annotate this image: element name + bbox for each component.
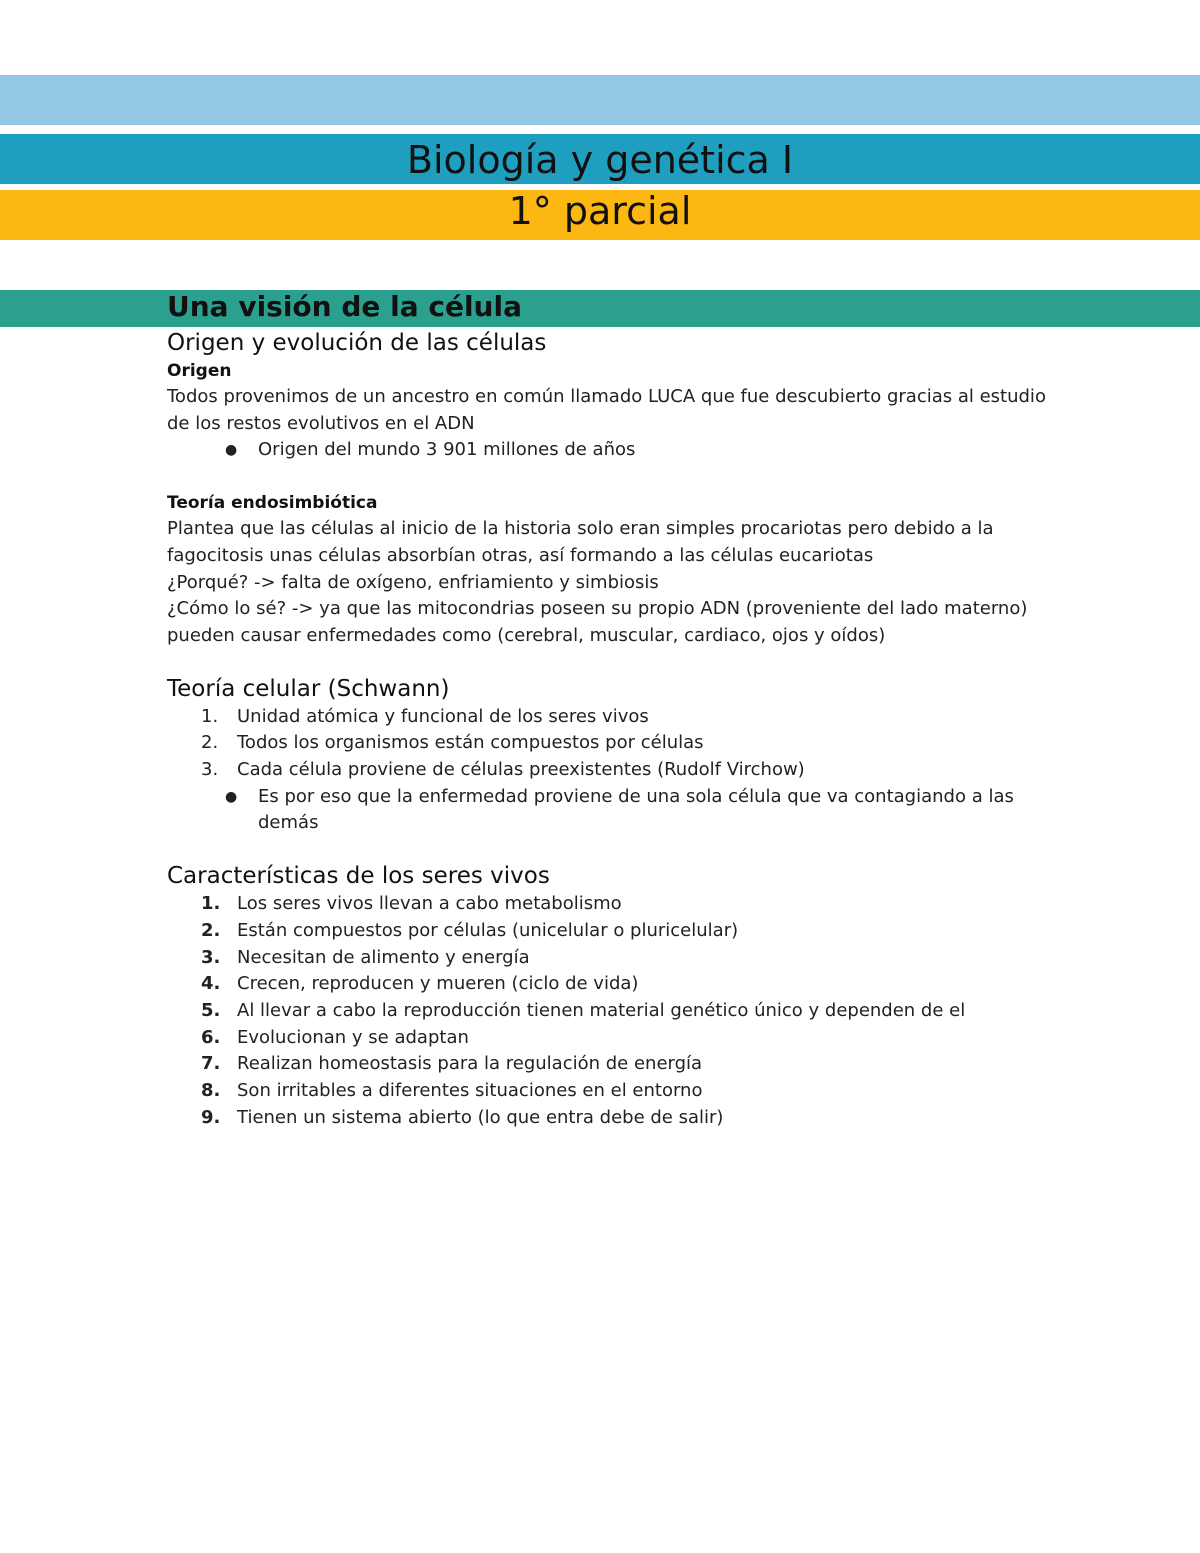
header-band-light xyxy=(0,75,1200,125)
list-item xyxy=(167,704,1047,731)
list-item-text: Necesitan de alimento y energía xyxy=(237,946,530,968)
section-title: Una visión de la célula xyxy=(167,290,522,323)
list-item-text: Los seres vivos llevan a cabo metabolismo xyxy=(237,893,622,915)
list-item xyxy=(167,891,1047,918)
list-item-text: Evolucionan y se adaptan xyxy=(237,1026,469,1048)
list-item xyxy=(167,945,1047,972)
document-body xyxy=(167,328,1047,1131)
list-item xyxy=(167,730,1047,757)
heading-caracteristicas: Características de los seres vivos xyxy=(167,863,550,890)
list-item-text: Cada célula proviene de células preexistentes (Rudolf Virchow) xyxy=(237,759,805,781)
list-item-text: Realizan homeostasis para la regulación de energía xyxy=(237,1053,703,1075)
list-number: 1. xyxy=(201,705,219,727)
list-item-text: Origen del mundo 3 901 millones de años xyxy=(258,439,636,461)
list-item-text: Unidad atómica y funcional de los seres vivos xyxy=(237,705,649,727)
paragraph-endosimbiotica: Plantea que las células al inicio de la historia solo eran simples procariotas pero debido a la fagocitosis unas células absorbían otras, así formando a las células eucariotas xyxy=(167,518,994,566)
bullet-icon: ● xyxy=(225,788,238,805)
list-item-text: Es por eso que la enfermedad proviene de una sola célula que va contagiando a las demás xyxy=(258,785,1014,834)
list-item xyxy=(167,437,1047,464)
list-number: 3. xyxy=(201,946,221,968)
list-item xyxy=(167,918,1047,945)
list-number: 4. xyxy=(201,973,221,995)
list-item-text: Todos los organismos están compuestos por células xyxy=(237,732,704,754)
list-item-text: Tienen un sistema abierto (lo que entra debe de salir) xyxy=(237,1106,724,1128)
paragraph-origen: Todos provenimos de un ancestro en común llamado LUCA que fue descubierto gracias al estudio de los restos evolutivos en el ADN xyxy=(167,386,1046,434)
subheading-origen: Origen xyxy=(167,361,232,381)
list-item xyxy=(167,998,1047,1025)
list-number: 8. xyxy=(201,1080,221,1102)
paragraph-como: ¿Cómo lo sé? -> ya que las mitocondrias poseen su propio ADN (proveniente del lado materno) pueden causar enfermedades como (cerebral, muscular, cardiaco, ojos y oídos) xyxy=(167,598,1028,646)
bullet-icon: ● xyxy=(225,442,238,459)
list-item xyxy=(167,784,1047,837)
list-number: 7. xyxy=(201,1053,221,1075)
subheading-teoria-endosimbiotica: Teoría endosimbiótica xyxy=(167,493,378,514)
list-item xyxy=(167,1025,1047,1052)
list-item xyxy=(167,971,1047,998)
list-item xyxy=(167,1078,1047,1105)
list-number: 1. xyxy=(201,893,221,915)
heading-teoria-celular: Teoría celular (Schwann) xyxy=(167,675,450,702)
document-subtitle: 1° parcial xyxy=(508,189,692,233)
list-item-text: Son irritables a diferentes situaciones en el entorno xyxy=(237,1080,703,1102)
list-item-text: Al llevar a cabo la reproducción tienen material genético único y dependen de el xyxy=(237,999,966,1021)
list-number: 9. xyxy=(201,1106,221,1128)
list-item-text: Están compuestos por células (unicelular o pluricelular) xyxy=(237,919,739,941)
document-title: Biología y genética I xyxy=(406,138,794,182)
list-item xyxy=(167,1051,1047,1078)
list-number: 5. xyxy=(201,999,221,1021)
list-number: 2. xyxy=(201,919,221,941)
list-number: 2. xyxy=(201,732,219,754)
paragraph-porque: ¿Porqué? -> falta de oxígeno, enfriamiento y simbiosis xyxy=(167,571,659,593)
list-item xyxy=(167,757,1047,784)
list-item-text: Crecen, reproducen y mueren (ciclo de vida) xyxy=(237,973,639,995)
list-number: 3. xyxy=(201,759,219,781)
list-item xyxy=(167,1105,1047,1132)
list-number: 6. xyxy=(201,1026,221,1048)
heading-origen-evolucion: Origen y evolución de las células xyxy=(167,330,547,356)
